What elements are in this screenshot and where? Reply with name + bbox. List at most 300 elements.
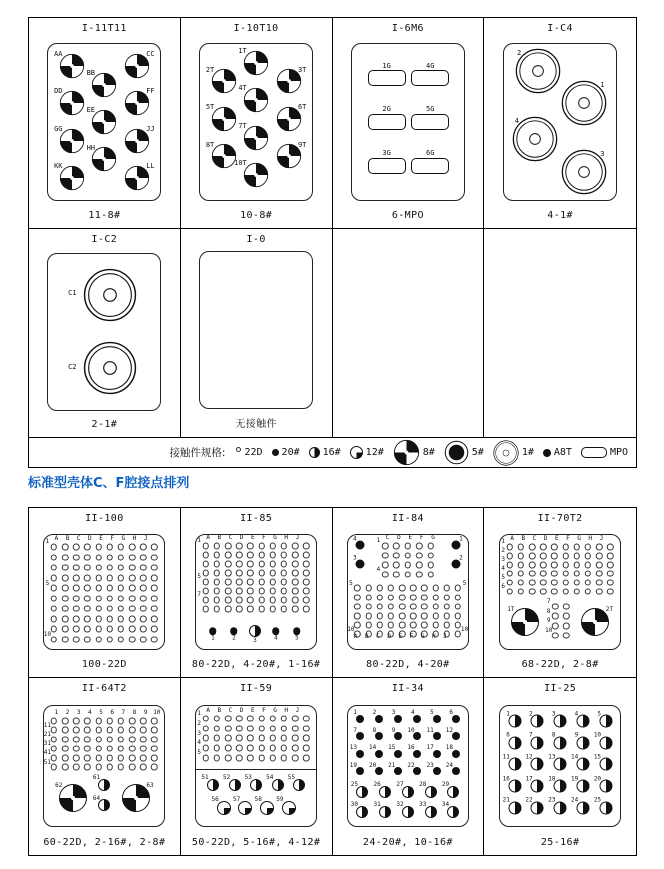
contact <box>571 796 589 814</box>
coax-contact-icon <box>512 116 558 162</box>
contact <box>529 731 544 749</box>
grid-contact <box>258 597 265 616</box>
contact-22d-icon <box>84 764 91 771</box>
contact-label: GG <box>54 124 63 133</box>
connector-title: II-70T2 <box>537 513 583 524</box>
contact-8-icon <box>510 607 540 637</box>
contact <box>574 731 589 749</box>
contact <box>86 68 117 98</box>
contact-12-icon <box>350 446 363 459</box>
grid-contact <box>140 755 147 774</box>
contact-20-icon <box>452 715 460 723</box>
grid-label: C <box>228 534 233 542</box>
grid-label: B <box>65 535 70 543</box>
contact-22d-icon <box>107 764 114 771</box>
grid-label: 10 <box>545 627 553 635</box>
legend-item <box>444 440 484 465</box>
connector-caption: 50-22D, 5-16#, 4-12# <box>191 837 321 848</box>
contact <box>407 744 421 758</box>
contact-22d-icon <box>563 632 570 639</box>
grid-label: C <box>228 706 233 714</box>
grid-contact <box>225 597 232 616</box>
contact-22d-icon <box>281 755 288 762</box>
grid-contact <box>214 597 221 616</box>
contact-label: 4 <box>514 117 519 126</box>
contact-label: JJ <box>146 124 155 133</box>
contact-22d-icon <box>62 636 69 643</box>
grid-contact <box>292 597 299 616</box>
contact-20-icon <box>394 715 402 723</box>
contact <box>372 709 383 723</box>
contact <box>529 710 544 728</box>
grid-contact <box>236 597 243 616</box>
grid-label: H <box>284 534 289 542</box>
grid-label: F <box>110 535 114 543</box>
contact <box>593 731 612 749</box>
contact-label: 6 <box>449 709 453 717</box>
contact <box>593 775 612 792</box>
contact-label: 51 <box>201 774 209 782</box>
contact-22d-icon <box>118 764 125 771</box>
contact-label: C1 <box>68 289 77 298</box>
legend-label: 接触件规格: <box>169 447 226 459</box>
contact <box>430 709 441 723</box>
grid-label: 5 <box>462 579 467 587</box>
contact-8-icon <box>91 109 117 135</box>
contact-label: KK <box>54 162 63 171</box>
contact <box>211 796 231 815</box>
contact-label: 63 <box>146 781 154 789</box>
contact-label: 16 <box>502 775 510 782</box>
contact-20-icon <box>433 715 441 723</box>
contact <box>373 801 391 818</box>
connector-caption: 80-22D, 4-20# <box>366 659 450 670</box>
contact <box>222 774 241 791</box>
connector-caption: 100-22D <box>81 659 127 670</box>
legend-item-label: 22D <box>244 447 263 458</box>
contact-5-icon <box>444 440 469 465</box>
grid-contact <box>202 746 209 765</box>
contact <box>368 61 406 86</box>
contact-label: 2 <box>232 634 236 642</box>
contact-22d-icon <box>51 636 58 643</box>
contact <box>571 775 589 792</box>
contact <box>272 628 280 642</box>
contact-label: 2 <box>459 554 463 562</box>
contact-label: 12 <box>445 726 453 734</box>
grid-label: 1 <box>197 537 201 545</box>
contact <box>54 50 85 79</box>
contact-22d-icon <box>129 636 136 643</box>
contact <box>593 753 612 771</box>
contact-20-icon <box>394 732 402 740</box>
contact <box>86 106 117 135</box>
grid-label: J <box>443 633 447 641</box>
contact-label: 13 <box>349 744 357 752</box>
contact <box>548 775 567 792</box>
connector-face <box>47 43 161 201</box>
contact-22d-icon <box>95 764 102 771</box>
contact <box>244 774 262 791</box>
contact-label: 2G <box>382 105 391 114</box>
contact-label: 20 <box>368 761 377 769</box>
contact <box>502 753 521 771</box>
contact <box>445 726 460 740</box>
grid-contact <box>596 580 603 599</box>
grid-label: 5 <box>197 749 201 757</box>
grid-label: D <box>397 534 401 542</box>
contact <box>92 774 110 791</box>
contact-label: 5 <box>295 634 299 642</box>
grid-label: 5 <box>197 573 201 581</box>
contact-label: 27 <box>396 781 404 789</box>
coax-contact-icon <box>83 341 137 395</box>
grid-label: 1 <box>45 538 50 546</box>
connector-cell <box>29 18 181 229</box>
connector-caption: 80-22D, 4-20#, 1-16# <box>191 659 321 670</box>
contact-label: 16 <box>407 744 415 752</box>
contact <box>449 709 460 723</box>
grid-label: B <box>217 534 222 542</box>
grid-contact <box>236 746 243 765</box>
connector-title: II-84 <box>391 513 424 524</box>
contact <box>515 48 561 94</box>
contact-22d-icon <box>214 606 221 613</box>
grid-label: 8 <box>546 607 551 615</box>
contact <box>353 554 364 569</box>
contact-22d-icon <box>292 606 299 613</box>
grid-label: D <box>387 633 391 641</box>
contact-22d-icon <box>151 764 158 771</box>
contact <box>411 61 449 86</box>
connector-caption: 25-16# <box>540 837 580 848</box>
grid-label: H <box>132 535 137 543</box>
contact <box>396 781 414 798</box>
grid-label: 9 <box>143 708 148 716</box>
contact-label: 3 <box>391 709 396 717</box>
contact <box>368 105 406 130</box>
grid-label: E <box>554 535 559 543</box>
contact-label: 11 <box>426 726 434 734</box>
legend-item <box>350 446 384 459</box>
grid-contact <box>214 746 221 765</box>
grid-contact <box>151 755 158 774</box>
grid-label: E <box>250 706 255 714</box>
contact <box>580 606 613 637</box>
contact <box>396 801 414 818</box>
contact <box>451 535 463 549</box>
contact <box>426 744 441 758</box>
contact-label: 18 <box>548 775 556 782</box>
connector-cell <box>333 508 485 678</box>
connector-title: I-C4 <box>547 23 573 34</box>
connector-title: II-59 <box>240 683 273 694</box>
contact-22d-icon <box>84 636 91 643</box>
contact <box>276 796 296 815</box>
contact-label: 11 <box>502 753 510 761</box>
legend-item-label: 16# <box>322 447 341 458</box>
contact <box>506 731 521 749</box>
mpo-slot-icon <box>411 158 449 174</box>
grid-label: G <box>273 534 277 542</box>
contact <box>54 124 85 154</box>
contact-label: 34 <box>441 801 450 809</box>
contact-22d-icon <box>258 606 265 613</box>
contact-label: 1 <box>459 535 463 543</box>
contact-22d-icon <box>107 636 114 643</box>
contact-label: LL <box>146 162 155 171</box>
contact-label: FF <box>146 87 155 96</box>
contact-22d-icon <box>596 588 603 595</box>
grid-label: 2 <box>197 719 201 727</box>
contact <box>276 65 307 94</box>
mpo-slot-icon <box>411 70 449 86</box>
grid-label: 5 <box>99 708 103 716</box>
contact <box>92 794 110 811</box>
grid-label: J <box>143 535 148 543</box>
contact-label: 5 <box>597 710 602 718</box>
legend-item-label: 8# <box>422 447 435 458</box>
grid-label: 1 <box>197 709 201 717</box>
contact-22d-icon <box>529 588 536 595</box>
contact-label: 4 <box>410 709 415 717</box>
grid-label: 4 <box>376 565 381 573</box>
grid-label: E <box>250 534 255 542</box>
contact-spec-legend <box>29 438 636 467</box>
connector-title: I-10T10 <box>233 23 279 34</box>
contact-12-icon <box>217 801 231 815</box>
contact-label: 56 <box>211 796 219 804</box>
contact <box>548 796 567 814</box>
contact <box>287 774 305 791</box>
contact-20-icon <box>356 750 364 758</box>
contact-22d-icon <box>573 588 580 595</box>
grid-label: 10 <box>43 630 51 638</box>
contact <box>551 731 567 749</box>
grid-label: C <box>76 535 81 543</box>
grid-label: 2 <box>501 547 505 555</box>
grid-contact <box>51 628 58 647</box>
contact <box>388 761 402 775</box>
contact <box>266 774 284 791</box>
contact <box>411 149 449 174</box>
grid-label: 31 <box>43 740 51 748</box>
contact <box>121 781 154 813</box>
contact <box>525 753 544 771</box>
legend-item <box>493 440 534 466</box>
contact-8-icon <box>58 783 88 813</box>
standard-shell-table <box>28 507 637 856</box>
grid-contact <box>247 746 254 765</box>
contact <box>209 628 217 642</box>
legend-item <box>236 447 262 458</box>
contact <box>391 709 402 723</box>
grid-label: H <box>431 633 436 641</box>
contact-8-icon <box>393 439 420 466</box>
connector-cell <box>333 229 485 438</box>
contact <box>55 781 88 813</box>
grid-label: F <box>566 535 570 543</box>
contact <box>419 781 437 798</box>
connector-face <box>43 705 165 827</box>
contact <box>548 753 567 771</box>
contact <box>230 628 238 642</box>
contact <box>502 796 521 814</box>
contact-label: 33 <box>419 801 427 809</box>
connector-cell <box>181 229 333 438</box>
connector-cell <box>484 229 636 438</box>
connector-caption: 24-20#, 10-16# <box>362 837 453 848</box>
contact-label: 20 <box>593 775 602 782</box>
contact-22d-icon <box>202 755 209 762</box>
contact-label: 32 <box>396 801 404 809</box>
connector-title: II-34 <box>391 683 424 694</box>
contact <box>205 140 237 169</box>
contact-label: 9 <box>391 726 396 734</box>
grid-label: F <box>262 534 266 542</box>
contact-label: 10T <box>234 159 247 168</box>
contact-20-icon <box>394 750 402 758</box>
contact-label: 19 <box>571 775 579 782</box>
contact <box>238 84 269 113</box>
grid-label: 7 <box>546 597 551 605</box>
contact-22d-icon <box>140 636 147 643</box>
contact-label: 8 <box>372 726 377 734</box>
grid-label: 4 <box>197 739 201 747</box>
connector-face <box>195 705 317 827</box>
contact <box>507 606 540 637</box>
connector-caption: 无接触件 <box>235 419 277 430</box>
connector-title: I-6M6 <box>391 23 424 34</box>
grid-contact <box>292 746 299 765</box>
contact-label: 9T <box>297 140 307 149</box>
contact-20-icon <box>413 750 421 758</box>
grid-contact <box>506 580 513 599</box>
contact-label: 17 <box>525 775 533 782</box>
contact-22d-icon <box>269 755 276 762</box>
contact-label: 6 <box>506 731 510 739</box>
contact <box>205 103 237 132</box>
contact <box>411 105 449 130</box>
contact-20-icon <box>413 767 421 775</box>
contact-label: 55 <box>287 774 295 782</box>
contact-8-icon <box>59 128 85 154</box>
contact-20-icon <box>375 732 383 740</box>
contact-12-icon <box>282 801 296 815</box>
connector-cell <box>181 508 333 678</box>
grid-label: 11 <box>43 721 51 729</box>
legend-item <box>393 439 435 466</box>
contact <box>349 744 364 758</box>
contact-20-icon <box>375 750 383 758</box>
contact-label: 61 <box>92 774 101 782</box>
connector-face <box>347 534 469 650</box>
connector-face <box>499 534 621 650</box>
grid-label: G <box>431 534 435 542</box>
contact-label: 4 <box>274 634 278 642</box>
grid-contact <box>247 597 254 616</box>
contact-label: 4 <box>353 535 357 543</box>
grid-contact <box>303 746 310 765</box>
contact <box>561 80 607 126</box>
contact <box>441 781 459 798</box>
grid-label: D <box>88 535 92 543</box>
contact <box>54 87 85 116</box>
contact-label: 28 <box>419 781 427 789</box>
contact-22d-icon <box>258 755 265 762</box>
grid-label: 51 <box>43 758 51 766</box>
legend-item <box>272 447 300 458</box>
grid-label: A <box>54 535 59 543</box>
contact-label: 1G <box>382 61 391 70</box>
contact-label: 6G <box>426 149 435 158</box>
contact-label: 1 <box>211 634 215 642</box>
contact-label: 7 <box>529 731 533 739</box>
contact-label: 10 <box>407 726 415 734</box>
contact <box>593 796 612 814</box>
grid-contact <box>269 746 276 765</box>
contact-label: 9 <box>574 731 579 739</box>
grid-contact <box>258 746 265 765</box>
grid-contact <box>73 628 80 647</box>
connector-face <box>43 534 165 650</box>
grid-label: D <box>543 535 548 543</box>
grid-label: J <box>295 534 300 542</box>
grid-contact <box>73 755 80 774</box>
connector-title: II-64T2 <box>81 683 127 694</box>
contact-20-icon <box>356 767 364 775</box>
contact <box>349 761 364 775</box>
grid-label: B <box>217 706 222 714</box>
connector-cell <box>484 18 636 229</box>
contact <box>124 50 155 79</box>
connector-cell <box>29 508 181 678</box>
grid-label: G <box>420 633 425 641</box>
contact <box>410 709 421 723</box>
section-heading: 标准型壳体C、F腔接点排列 <box>28 476 190 491</box>
contact <box>368 761 383 775</box>
grid-label: 8 <box>132 708 137 716</box>
grid-label: G <box>121 535 126 543</box>
grid-contact <box>107 628 114 647</box>
contact-label: 53 <box>244 774 252 782</box>
contact <box>350 801 368 818</box>
contact-20-icon <box>413 732 421 740</box>
contact-22d-icon <box>129 764 136 771</box>
grid-label: C <box>376 633 380 641</box>
contact-22d-icon <box>552 632 559 639</box>
grid-contact <box>303 597 310 616</box>
contact <box>201 774 219 791</box>
contact <box>276 103 307 132</box>
contact-22d-icon <box>506 588 513 595</box>
contact-20-icon <box>356 715 364 723</box>
contact <box>124 124 155 154</box>
contact-label: 25 <box>350 781 358 789</box>
contact <box>353 726 364 740</box>
connector-cell <box>484 678 636 855</box>
grid-contact <box>118 755 125 774</box>
contact-label: 17 <box>426 744 434 752</box>
contact <box>238 46 269 76</box>
grid-label: 5 <box>45 579 50 587</box>
contact-label: 3 <box>551 710 556 718</box>
contact-22d-icon <box>281 606 288 613</box>
grid-contact <box>518 580 525 599</box>
contact-label: 2 <box>516 48 522 57</box>
contact <box>353 535 364 549</box>
grid-label: F <box>419 534 424 542</box>
